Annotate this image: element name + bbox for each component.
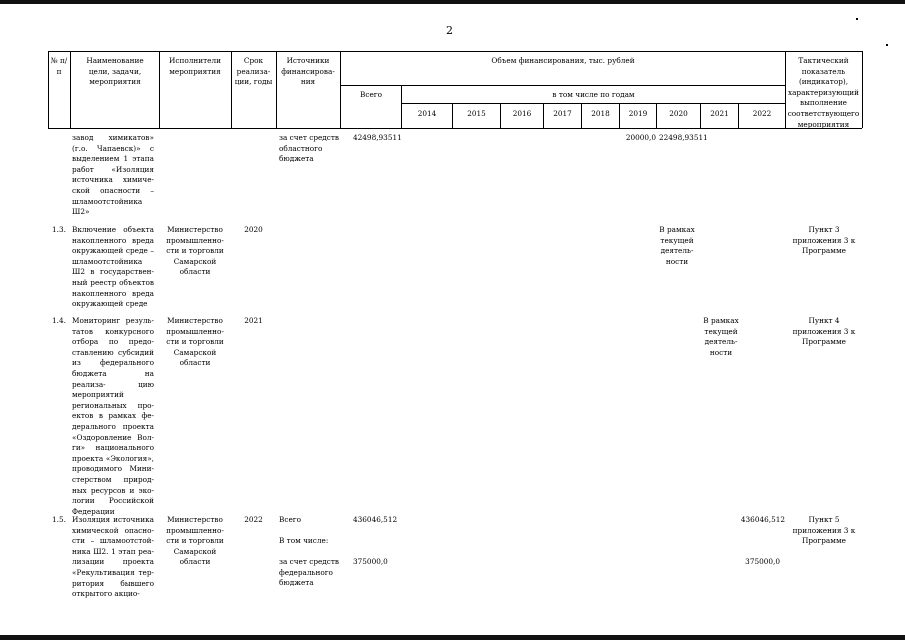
row-num: 1.4. [52,316,66,325]
row-2022: 436046,512 [740,515,785,524]
header-year-2020: 2020 [669,109,688,118]
header-year-2022: 2022 [752,109,772,118]
row-num: 1.3. [52,225,66,234]
row-indicator: Пункт 3 приложения 3 к Программе [792,225,856,256]
cont-row-2020: 22498,93511 [659,133,708,142]
page-number: 2 [446,24,453,37]
row-name: Включение объекта накопленного вреда окружающей среде – шламоотстойника Ш2 в государствен- ный реестр объектов накопленного вреда окружающей среде [72,225,154,309]
header-year-2014: 2014 [417,109,437,118]
row-term: 2020 [244,225,263,234]
scan-speck [886,44,888,46]
cont-row-total: 42498,93511 [353,133,402,142]
row-executor: Министерство промышленно- сти и торговли Самарской области [166,225,224,277]
cont-row-name: завод химикатов» (г.о. Чапаевск)» с выделением 1 этапа работ «Изоляция источника химиче- ской опасности – шламоотстойника Ш2» [72,133,154,217]
header-num: № п/п [50,56,68,76]
header-executors: Исполнители мероприятия [169,56,221,76]
header-term: Срок реализа- ции, годы [234,56,273,87]
scan-edge-bottom [0,635,905,640]
col-line [231,51,232,128]
header-sources: Источники финансирова- ния [281,56,335,87]
row-source-fed: за счет средств федерального бюджета [279,557,340,588]
row-name: Изоляция источника химической опасно- сти – шламоотстой- ника Ш2. 1 этап реа- лизации проекта «Рекультивация тер- ритория бывшего открытого акцио- [72,515,154,599]
header-funding: Объем финансирования, тыс. рублей [491,56,635,65]
row-executor: Министерство промышленно- сти и торговли Самарской области [166,316,224,368]
cont-row-source: за счет средств областного бюджета [279,133,340,164]
col-line [70,51,71,128]
row-name: Мониторинг резуль- татов конкурсного отбора по предо- ставлению субсидий из федерального бюджета на реализа- цию мероприятий региональных про- ектов в рамках фе- дерального проекта «Оздоровление Вол- ги» национального проекта «Экология», проводимого Мини- стерством природ- ных ресурсов и эко- логии Российской Федерации [72,316,154,516]
header-total: Всего [360,90,382,99]
header-year-2018: 2018 [591,109,610,118]
table-top-rule [48,51,862,52]
header-year-2017: 2017 [553,109,572,118]
row-note: В рамках текущей деятель- ности [703,316,739,357]
col-line [48,51,49,128]
col-line [862,51,863,128]
row-indicator: Пункт 4 приложения 3 к Программе [792,316,856,347]
funding-subheader-rule [340,85,785,86]
row-term: 2022 [244,515,263,524]
header-year-2019: 2019 [628,109,648,118]
header-indicator: Тактический показатель (индикатор), характеризующий выполнение соответствующего мероприятия [787,56,860,129]
row-term: 2021 [244,316,263,325]
row-executor: Министерство промышленно- сти и торговли Самарской области [166,515,224,567]
row-2022-fed: 375000,0 [745,557,780,566]
col-line [276,51,277,128]
scan-speck [856,18,858,20]
row-source-total: Всего [279,515,301,524]
row-num: 1.5. [52,515,66,524]
header-bottom-rule [48,128,862,129]
cont-row-2019: 20000,0 [625,133,656,142]
row-source-incl: В том числе: [279,536,329,545]
row-indicator: Пункт 5 приложения 3 к Программе [792,515,856,546]
scan-edge-top [0,0,905,4]
header-year-2021: 2021 [710,109,729,118]
header-year-2015: 2015 [467,109,486,118]
col-line [159,51,160,128]
header-by-years: в том числе по годам [552,90,635,99]
header-name: Наименование цели, задачи, мероприятия [86,56,144,87]
years-subheader-rule [401,103,785,104]
header-year-2016: 2016 [512,109,532,118]
row-total: 436046,512 [353,515,398,524]
row-total-fed: 375000,0 [353,557,388,566]
row-note: В рамках текущей деятель- ности [659,225,695,266]
